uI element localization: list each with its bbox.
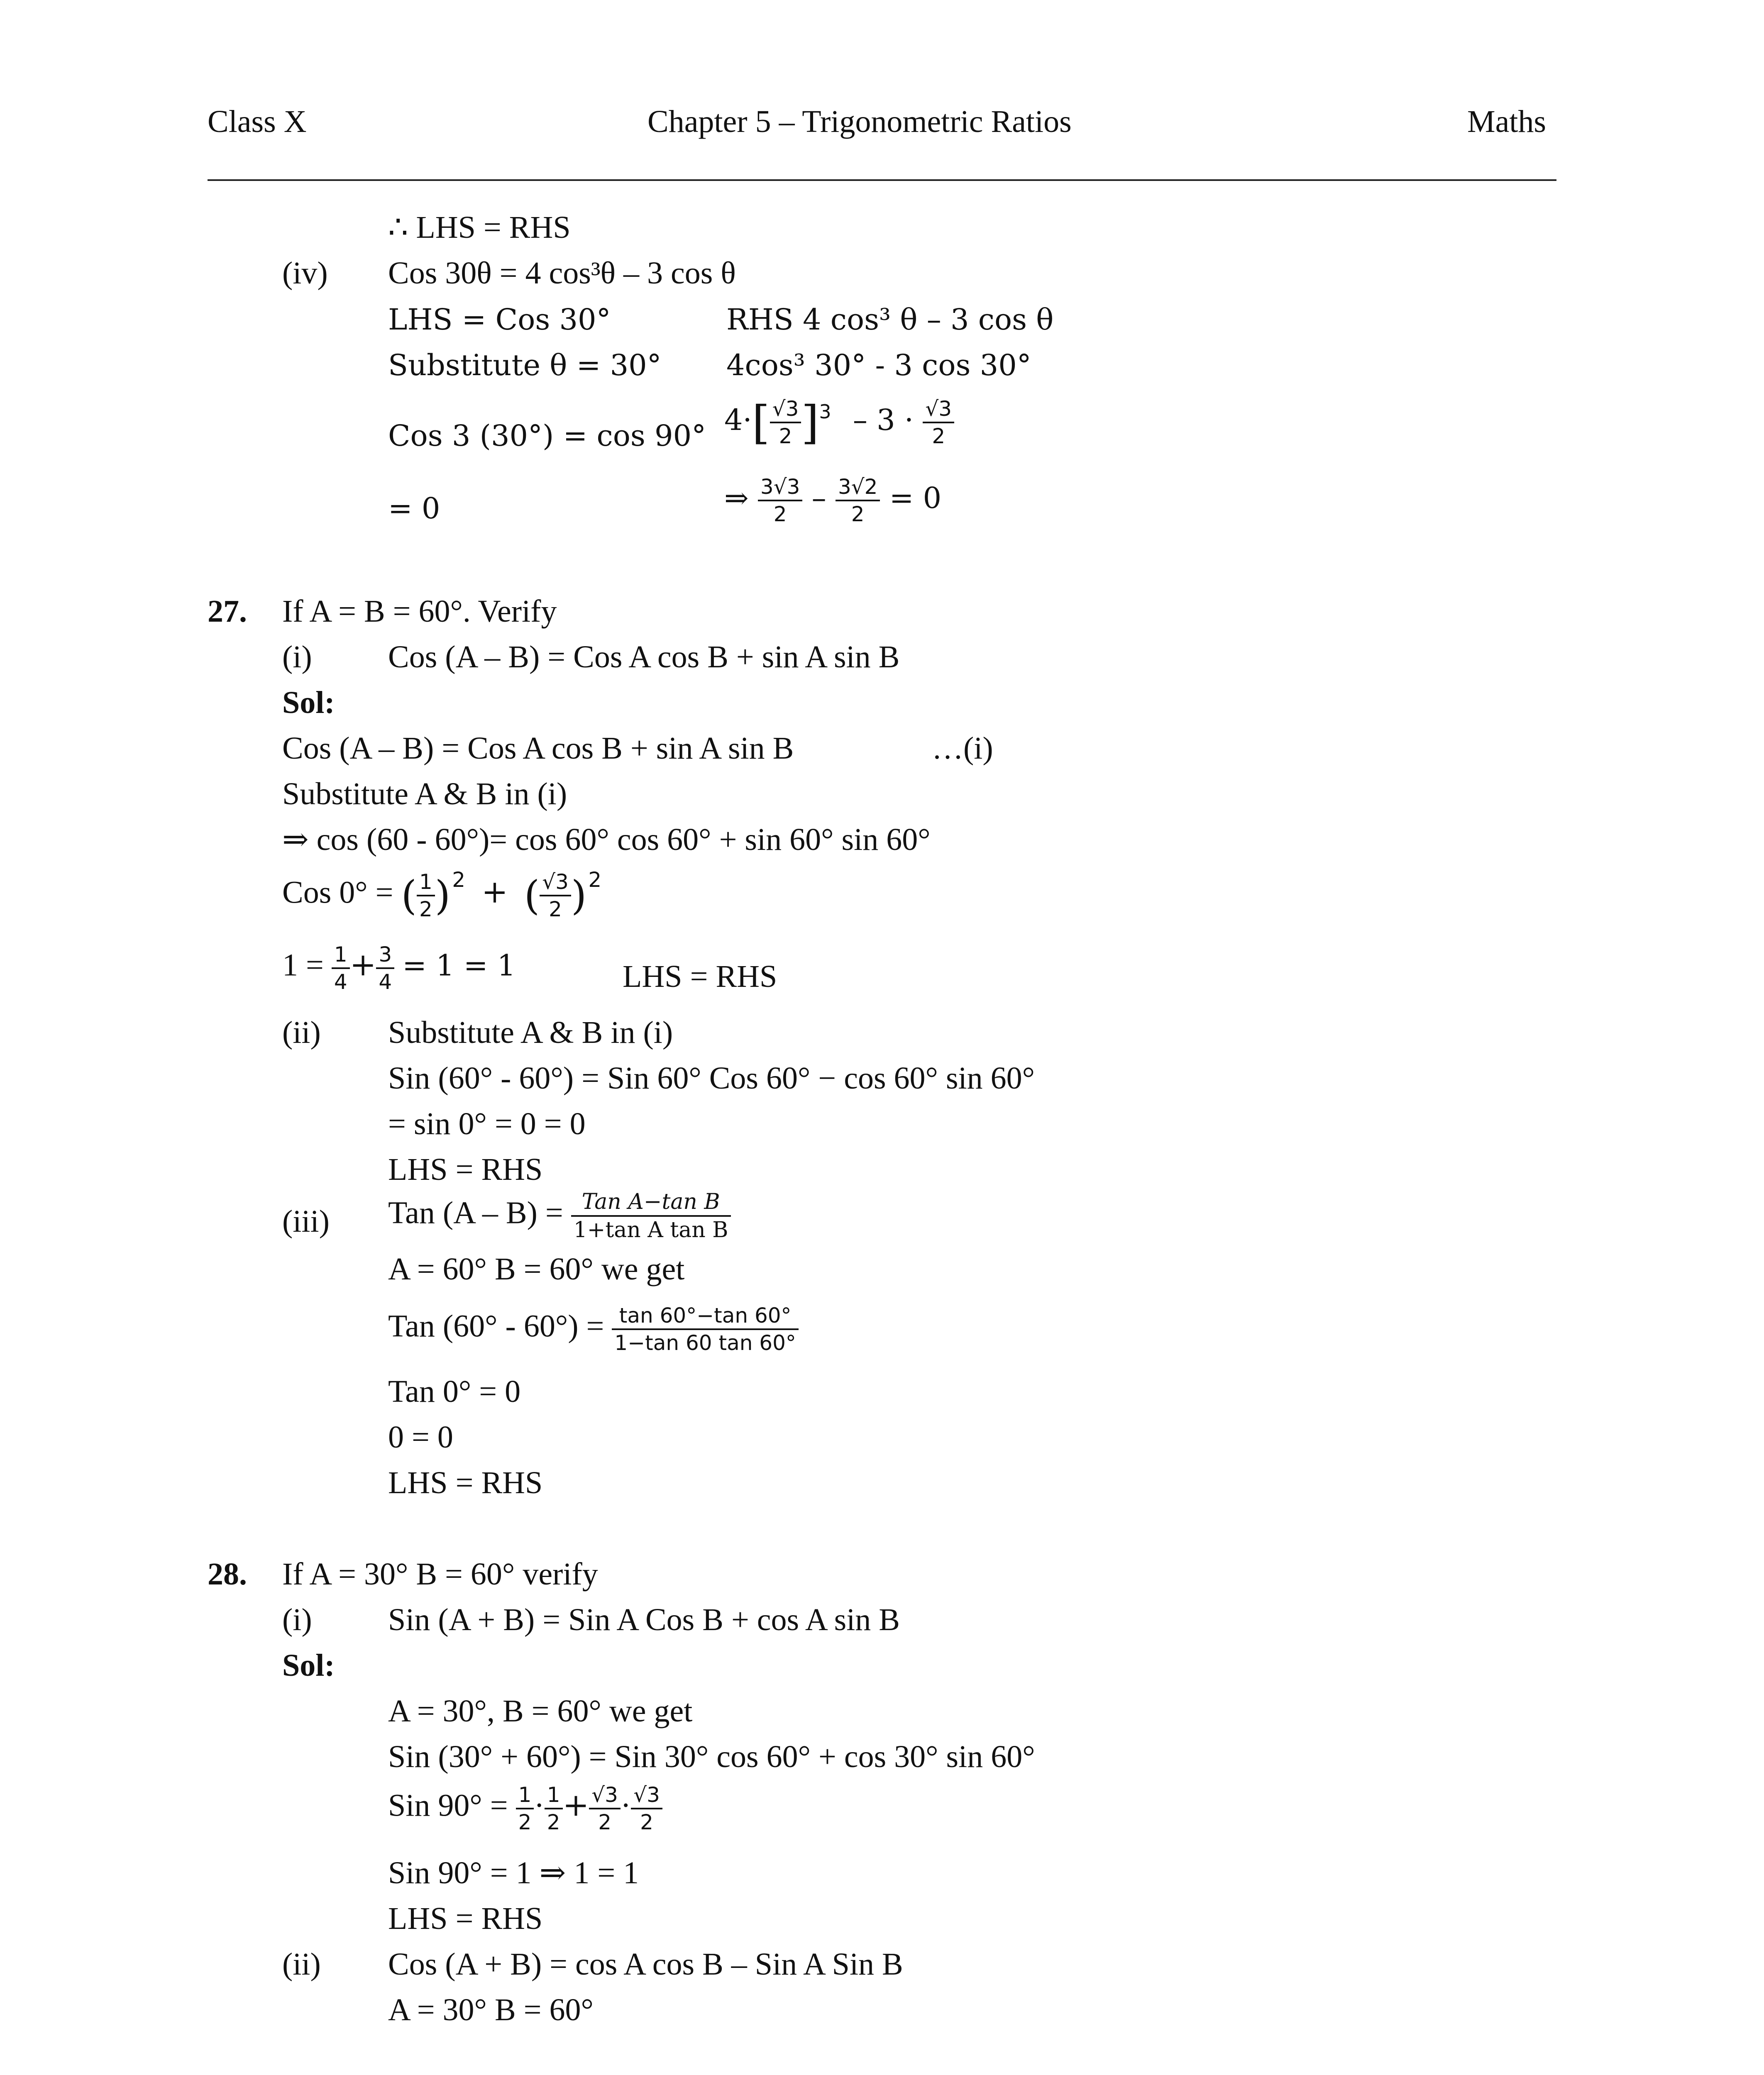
denominator: 2 (932, 424, 946, 448)
numerator: √3 (540, 872, 571, 896)
solution-line: Cos (A – B) = Cos A cos B + sin A sin B (282, 731, 794, 766)
plus-sign: + (349, 946, 376, 983)
part-label: (ii) (282, 1015, 321, 1050)
solution-line: A = 30° B = 60° (388, 1992, 594, 2027)
result: LHS = RHS (623, 959, 777, 994)
numerator: √3 (589, 1784, 621, 1809)
result-tail: = 0 (889, 481, 942, 515)
part-label: (ii) (282, 1947, 321, 1982)
statement: Cos (A – B) = Cos A cos B + sin A sin B (388, 640, 900, 674)
numerator: 1 (332, 944, 350, 969)
fraction (540, 872, 571, 920)
denominator: 2 (419, 897, 432, 921)
fraction (571, 1191, 731, 1241)
question-text: If A = B = 60°. Verify (282, 594, 557, 629)
solution-line: LHS = RHS (388, 1901, 543, 1936)
solution-label: Sol: (282, 1648, 335, 1683)
solution-line: Sin 90° = 1 ⇒ 1 = 1 (388, 1855, 639, 1890)
fraction (545, 1784, 563, 1833)
denominator: 2 (851, 502, 865, 526)
numerator: 3√2 (836, 476, 880, 501)
solution-line: Tan 0° = 0 (388, 1374, 521, 1409)
lead: Sin 90° = (388, 1788, 508, 1823)
denominator: 1+tan A tan B (573, 1218, 728, 1243)
numerator: 1 (545, 1784, 563, 1809)
cos0-line (282, 868, 602, 921)
denominator: 4 (379, 970, 392, 994)
fraction (612, 1305, 799, 1353)
header-class: Class X (208, 104, 307, 139)
lead: Tan (60° - 60°) = (388, 1308, 604, 1344)
statement: Sin (A + B) = Sin A Cos B + cos A sin B (388, 1602, 900, 1637)
plus-sign: + (562, 1786, 589, 1824)
denominator: 2 (547, 1810, 560, 1834)
implies-arrow: ⇒ (724, 481, 749, 515)
denominator: 4 (334, 970, 347, 994)
denominator: 2 (773, 502, 787, 526)
denominator: 2 (518, 1810, 532, 1834)
fraction (836, 476, 880, 525)
close-paren: ) (435, 872, 451, 919)
expansion-prefix: 4· (724, 403, 752, 437)
lead: Tan (A – B) = (388, 1195, 563, 1230)
rhs-result (724, 476, 941, 525)
numerator: Tan A−tan B (571, 1191, 731, 1217)
solution-line: LHS = RHS (388, 1152, 543, 1187)
numerator: 3 (376, 944, 394, 969)
question-text: If A = 30° B = 60° verify (282, 1557, 598, 1592)
tail: = 1 = 1 (402, 948, 516, 983)
solution-line: 0 = 0 (388, 1420, 453, 1455)
tan-formula (388, 1191, 731, 1241)
fraction (631, 1784, 662, 1833)
numerator: √3 (770, 398, 801, 423)
numerator: 1 (516, 1784, 534, 1809)
solution-label: Sol: (282, 685, 335, 720)
close-paren: ) (571, 872, 587, 919)
solution-line: = sin 0° = 0 = 0 (388, 1106, 586, 1141)
fraction (770, 398, 801, 447)
fraction (589, 1784, 621, 1833)
fraction (923, 398, 954, 447)
open-paren: ( (524, 872, 540, 919)
solution-line: A = 30°, B = 60° we get (388, 1694, 693, 1728)
rhs-line: RHS 4 cos³ θ – 3 cos θ (726, 303, 1054, 337)
solution-line: ⇒ cos (60 - 60°)= cos 60° cos 60° + sin 60° sin 60° (282, 822, 931, 857)
substitute-line: Substitute θ = 30° (388, 348, 662, 382)
solution-line: A = 60° B = 60° we get (388, 1252, 685, 1286)
header-chapter-title: Chapter 5 – Trigonometric Ratios (647, 104, 1072, 139)
solution-line: Sin (30° + 60°) = Sin 30° cos 60° + cos 30° sin 60° (388, 1739, 1035, 1774)
part-label: (iv) (282, 256, 328, 290)
fraction (516, 1784, 534, 1833)
open-paren: ( (401, 872, 417, 919)
dot: · (534, 1788, 545, 1823)
solution-line: LHS = RHS (388, 1465, 543, 1500)
numerator: 3√3 (758, 476, 802, 501)
denominator: 2 (640, 1810, 653, 1834)
part-label: (i) (282, 1602, 312, 1637)
numerator: √3 (631, 1784, 662, 1809)
solution-line: Sin (60° - 60°) = Sin 60° Cos 60° − cos 60° sin 60° (388, 1061, 1035, 1096)
sin90-line (388, 1784, 662, 1833)
denominator: 1−tan 60 tan 60° (614, 1331, 796, 1355)
header-subject: Maths (1467, 104, 1546, 139)
numerator: 1 (417, 872, 435, 896)
question-number: 28. (208, 1557, 247, 1592)
part-label: (i) (282, 640, 312, 674)
numerator: √3 (923, 398, 954, 423)
exponent: 3 (819, 400, 831, 423)
cos0-lead: Cos 0° = (282, 875, 393, 910)
exponent: 2 (588, 868, 602, 892)
denominator: 2 (549, 897, 562, 921)
exponent: 2 (452, 868, 466, 892)
lhs-line: LHS = Cos 30° (388, 303, 611, 337)
equation-tag: …(i) (932, 731, 993, 766)
statement: Cos (A + B) = cos A cos B – Sin A Sin B (388, 1947, 903, 1982)
part-label: (iii) (282, 1204, 330, 1239)
therefore-line: ∴ LHS = RHS (388, 210, 571, 245)
fraction (332, 944, 350, 992)
solution-line: Substitute A & B in (i) (388, 1015, 673, 1050)
right-bracket: ] (801, 396, 819, 449)
plus-sign: + (481, 873, 508, 911)
denominator: 2 (779, 424, 792, 448)
cos3-line: Cos 3 (30°) = cos 90° (388, 419, 706, 453)
question-number: 27. (208, 594, 247, 629)
minus-sign: – (811, 481, 826, 515)
solution-line: Substitute A & B in (i) (282, 776, 567, 811)
equals-zero: = 0 (388, 491, 440, 525)
lead: 1 = (282, 947, 324, 983)
rhs-substituted: 4cos³ 30° - 3 cos 30° (726, 348, 1031, 382)
header-divider (208, 179, 1556, 181)
denominator: 2 (598, 1810, 611, 1834)
left-bracket: [ (752, 396, 770, 449)
expansion-middle: – 3 · (853, 403, 914, 437)
one-equals-line (282, 944, 516, 992)
rhs-expansion (724, 398, 954, 447)
fraction (376, 944, 394, 992)
tan-values (388, 1305, 799, 1353)
dot: · (620, 1788, 631, 1823)
numerator: tan 60°−tan 60° (612, 1305, 799, 1330)
fraction (758, 476, 802, 525)
statement: Cos 30θ = 4 cos³θ – 3 cos θ (388, 256, 736, 290)
fraction (417, 872, 435, 920)
